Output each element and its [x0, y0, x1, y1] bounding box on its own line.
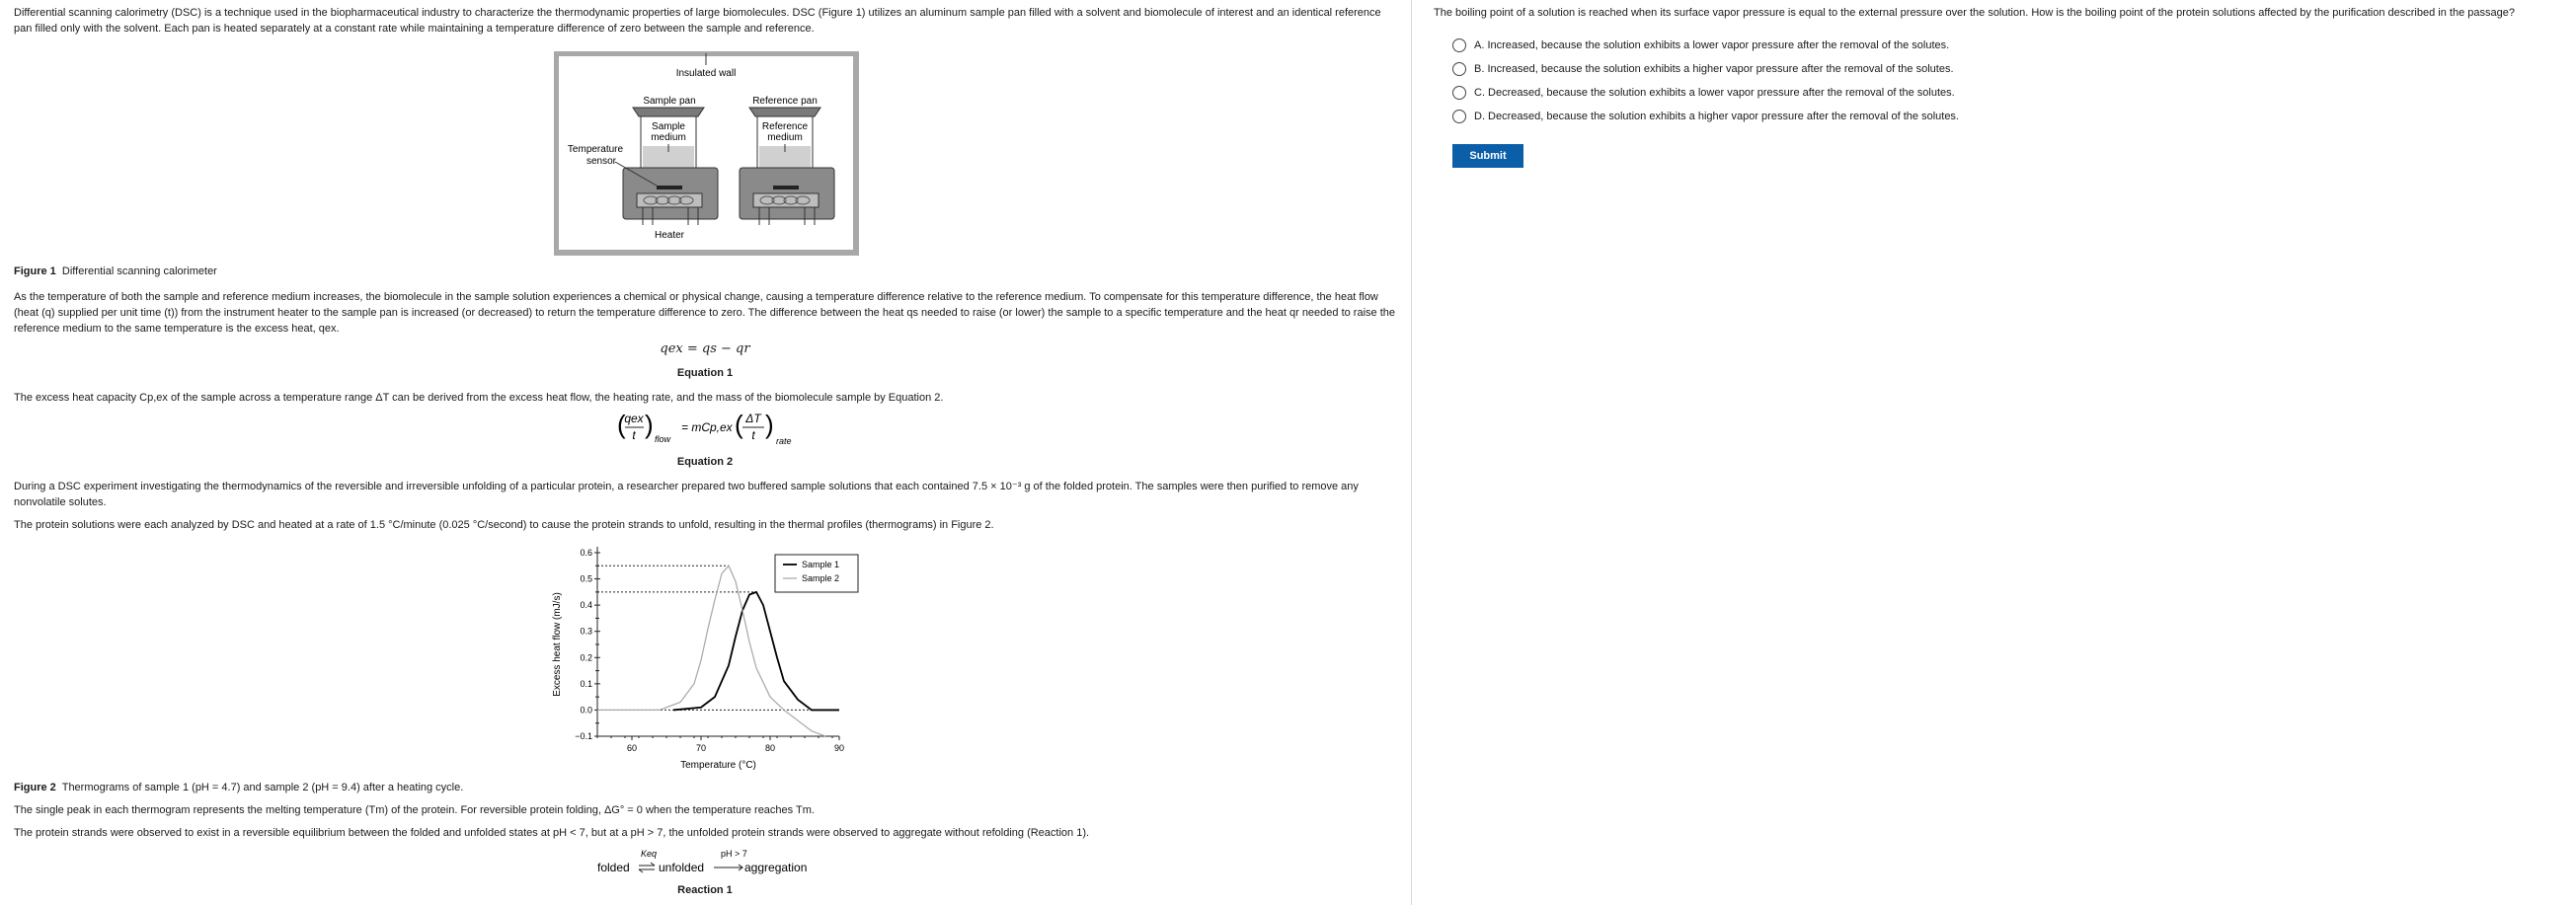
figure-1-diagram	[554, 51, 860, 257]
choice-c[interactable]	[1452, 81, 1959, 105]
passage-paragraph-6: The single peak in each thermogram represents the melting temperature (Tm) of the protein. For reversible protein folding, ΔG° = 0 when the temperature reaches Tm.	[14, 804, 815, 816]
svg-text:flow: flow	[655, 434, 671, 444]
label-temperature-sensor-1: Temperature	[567, 144, 624, 155]
svg-text:= mCp,ex: = mCp,ex	[681, 420, 733, 434]
svg-text:): )	[645, 410, 654, 439]
label-temperature-sensor-2: sensor	[585, 156, 617, 167]
choice-a[interactable]	[1452, 34, 1959, 57]
label-sample-pan: Sample pan	[643, 96, 696, 107]
svg-text:t: t	[751, 428, 755, 442]
choice-d-label[interactable]: D. Decreased, because the solution exhibits a higher vapor pressure after the removal of the solutes.	[1474, 111, 1959, 122]
question-panel	[1413, 0, 2576, 905]
passage-paragraph-4: During a DSC experiment investigating the thermodynamics of the reversible and irreversible unfolding of a particular protein, a researcher prepared two buffered sample solutions that each contained 7.5 × 10⁻³ g of the folded protein. The samples were then purified to remove any nonvolatile solutes.	[14, 481, 1359, 508]
x-tick-label: 90	[833, 743, 845, 753]
svg-text:rate: rate	[776, 436, 792, 446]
svg-text:folded: folded	[597, 861, 630, 874]
submit-button[interactable]: Submit	[1452, 144, 1523, 168]
label-sample-medium-2: medium	[651, 132, 686, 143]
passage-paragraph-7: The protein strands were observed to exist in a reversible equilibrium between the folded and unfolded states at pH < 7, but at a pH > 7, the unfolded protein strands were observed to aggregate without refolding (Reaction 1).	[14, 827, 1090, 839]
y-tick-label: 0.4	[580, 600, 592, 611]
passage-paragraph-2: As the temperature of both the sample and reference medium increases, the biomolecule in the sample solution experiences a chemical or physical change, causing a temperature difference relative to the reference medium. To compensate for this temperature difference, the heat flow (heat (q) supplied per unit time (t)) from the instrument heater to the sample pan is increased (or decreased) to return the temperature difference to zero. The difference between the heat qs needed to raise (or lower) the sample to a specific temperature and the heat qr needed to raise the reference medium to the same temperature is the excess heat, qex.	[14, 291, 1395, 335]
x-axis-label: Temperature (°C)	[680, 760, 756, 771]
y-tick-label: −0.1	[575, 731, 592, 741]
y-tick-label: 0.2	[580, 652, 592, 663]
svg-text:): )	[765, 410, 774, 439]
svg-text:(: (	[617, 410, 626, 439]
reaction-1	[592, 847, 849, 880]
label-heater: Heater	[654, 230, 685, 241]
choice-b-label[interactable]: B. Increased, because the solution exhibits a higher vapor pressure after the removal of the solutes.	[1474, 63, 1954, 75]
y-tick-label: 0.0	[580, 705, 592, 716]
question-stem: The boiling point of a solution is reached when its surface vapor pressure is equal to the external pressure over the solution. How is the boiling point of the protein solutions affected by the purification described in the passage?	[1434, 7, 2515, 19]
svg-text:pH > 7: pH > 7	[721, 849, 747, 859]
passage-paragraph-5: The protein solutions were each analyzed by DSC and heated at a rate of 1.5 °C/minute (0.025 °C/second) to cause the protein strands to unfold, resulting in the thermal profiles (thermograms) in Figure 2.	[14, 519, 994, 531]
passage-paragraph-3: The excess heat capacity Cp,ex of the sample across a temperature range ΔT can be derived from the excess heat flow, the heating rate, and the mass of the biomolecule sample by Equation 2.	[14, 392, 944, 404]
svg-text:unfolded: unfolded	[659, 861, 705, 874]
label-insulated-wall: Insulated wall	[675, 68, 737, 79]
equation-1: qex = qs − qr	[660, 341, 750, 356]
choice-d[interactable]	[1452, 105, 1959, 128]
y-tick-label: 0.3	[580, 626, 592, 637]
y-axis-label: Excess heat flow (mJ/s)	[552, 592, 563, 697]
svg-text:Keq: Keq	[641, 849, 658, 859]
figure-1-caption: Figure 1 Differential scanning calorimeter	[14, 265, 217, 277]
x-tick-label: 60	[626, 743, 638, 753]
y-tick-label: 0.6	[580, 548, 592, 558]
passage-intro: Differential scanning calorimetry (DSC) is a technique used in the biopharmaceutical industry to characterize the thermodynamic properties of large biomolecules. DSC (Figure 1) utilizes an aluminum sample pan filled with a solvent and biomolecule of interest and an identical reference pan filled only with the solvent. Each pan is heated separately at a constant rate while maintaining a temperature difference of zero between the sample and reference.	[14, 7, 1381, 35]
y-tick-label: 0.1	[580, 678, 592, 689]
legend-label-2: Sample 2	[802, 573, 840, 583]
svg-text:qex: qex	[624, 412, 644, 425]
equation-2-label: Equation 2	[676, 456, 734, 468]
equation-2	[612, 407, 810, 450]
reference-pan-lid	[749, 108, 820, 116]
label-reference-medium-1: Reference	[761, 121, 809, 132]
svg-text:(: (	[735, 410, 743, 439]
radio-a[interactable]	[1452, 38, 1466, 52]
x-tick-label: 80	[764, 743, 776, 753]
choice-b[interactable]	[1452, 57, 1959, 81]
radio-d[interactable]	[1452, 110, 1466, 123]
sample-pan-lid	[633, 108, 704, 116]
figure-2-caption: Figure 2 Thermograms of sample 1 (pH = 4.7) and sample 2 (pH = 9.4) after a heating cycle.	[14, 782, 464, 793]
radio-c[interactable]	[1452, 86, 1466, 100]
choice-a-label[interactable]: A. Increased, because the solution exhibits a lower vapor pressure after the removal of the solutes.	[1474, 39, 1950, 51]
x-tick-label: 70	[695, 743, 707, 753]
answer-choices	[1452, 34, 1959, 128]
y-tick-label: 0.5	[580, 573, 592, 584]
label-reference-pan: Reference pan	[752, 96, 818, 107]
legend-label-1: Sample 1	[802, 560, 840, 569]
figure-2-chart	[548, 541, 874, 778]
radio-b[interactable]	[1452, 62, 1466, 76]
label-reference-medium-2: medium	[767, 132, 803, 143]
svg-text:aggregation: aggregation	[744, 861, 808, 874]
choice-c-label[interactable]: C. Decreased, because the solution exhibits a lower vapor pressure after the removal of the solutes.	[1474, 87, 1955, 99]
label-sample-medium-1: Sample	[652, 121, 685, 132]
svg-text:t: t	[632, 428, 636, 442]
svg-text:ΔT: ΔT	[745, 412, 761, 425]
equation-1-label: Equation 1	[676, 367, 734, 379]
reaction-1-label: Reaction 1	[677, 884, 733, 896]
series-line-1	[673, 592, 839, 711]
